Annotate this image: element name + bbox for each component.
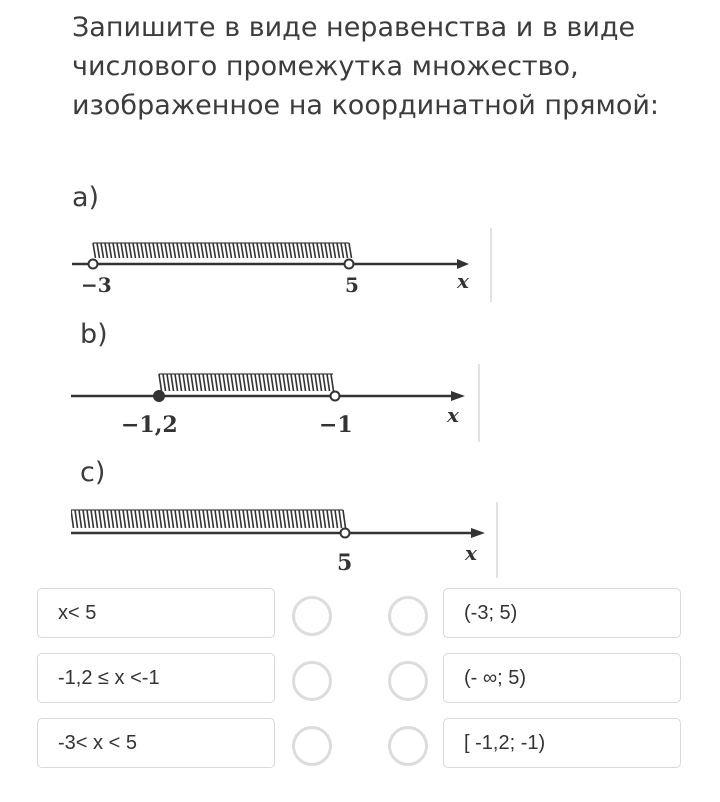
hatch-stroke [179, 374, 182, 391]
hatch-stroke [259, 510, 262, 528]
hatch-stroke [199, 510, 202, 528]
hatch-stroke [201, 243, 204, 258]
axis-arrow-c [471, 528, 485, 538]
hatch-stroke [279, 510, 282, 528]
hatch-stroke [75, 510, 78, 528]
hatch-stroke [319, 510, 322, 528]
hatch-stroke [239, 374, 242, 391]
open-point-right-b [331, 392, 340, 401]
hatch-stroke [155, 510, 158, 528]
hatch-stroke [285, 243, 288, 258]
hatch-stroke [215, 510, 218, 528]
hatch-stroke [171, 374, 174, 391]
hatch-stroke [223, 510, 226, 528]
hatch-stroke [131, 510, 134, 528]
hatch-stroke [283, 510, 286, 528]
hatch-stroke [111, 510, 114, 528]
hatch-stroke [139, 510, 142, 528]
hatch-stroke [95, 510, 98, 528]
left-option-1[interactable] [37, 588, 275, 638]
right-radio-1[interactable] [388, 596, 428, 636]
hatch-stroke [159, 510, 162, 528]
shading-hatch-b [159, 374, 334, 391]
tick-label-5-c: 5 [337, 550, 353, 576]
hatch-stroke [79, 510, 82, 528]
hatch-stroke [299, 510, 302, 528]
hatch-stroke [133, 243, 136, 258]
hatch-stroke [251, 510, 254, 528]
right-option-3[interactable] [443, 718, 681, 768]
hatch-stroke [185, 243, 188, 258]
hatch-stroke [337, 243, 340, 258]
hatch-stroke [223, 374, 226, 391]
hatch-stroke [171, 510, 174, 528]
hatch-stroke [215, 374, 218, 391]
hatch-stroke [205, 243, 208, 258]
number-line-a [71, 228, 493, 302]
tick-label-minus1-2: −1,2 [121, 412, 178, 438]
hatch-stroke [273, 243, 276, 258]
left-option-3[interactable] [37, 718, 275, 768]
hatch-stroke [221, 243, 224, 258]
hatch-stroke [349, 243, 352, 258]
hatch-stroke [225, 243, 228, 258]
number-line-diagram-b [71, 364, 481, 442]
hatch-stroke [323, 374, 326, 391]
hatch-stroke [335, 510, 338, 528]
hatch-stroke [187, 510, 190, 528]
hatch-stroke [193, 243, 196, 258]
hatch-stroke [243, 510, 246, 528]
hatch-stroke [115, 510, 118, 528]
hatch-stroke [175, 510, 178, 528]
hatch-stroke [203, 374, 206, 391]
hatch-stroke [197, 243, 200, 258]
hatch-stroke [309, 243, 312, 258]
hatch-stroke [291, 510, 294, 528]
right-option-2-label: (- ∞; 5) [464, 666, 527, 689]
hatch-stroke [127, 510, 130, 528]
hatch-stroke [333, 243, 336, 258]
hatch-stroke [323, 510, 326, 528]
hatch-stroke [303, 374, 306, 391]
closed-point-left-b [154, 391, 164, 401]
hatch-stroke [179, 510, 182, 528]
hatch-stroke [291, 374, 294, 391]
hatch-stroke [277, 243, 280, 258]
hatch-stroke [315, 374, 318, 391]
hatch-stroke [317, 243, 320, 258]
hatch-stroke [345, 243, 348, 258]
hatch-stroke [173, 243, 176, 258]
open-point-right-c [341, 529, 350, 538]
hatch-stroke [313, 243, 316, 258]
hatch-stroke [235, 374, 238, 391]
left-option-2[interactable] [37, 653, 275, 703]
hatch-stroke [283, 374, 286, 391]
hatch-stroke [129, 243, 132, 258]
hatch-stroke [107, 510, 110, 528]
hatch-stroke [103, 510, 106, 528]
hatch-stroke [307, 374, 310, 391]
hatch-stroke [263, 510, 266, 528]
hatch-stroke [181, 243, 184, 258]
hatch-stroke [231, 510, 234, 528]
hatch-stroke [207, 510, 210, 528]
hatch-stroke [279, 374, 282, 391]
hatch-stroke [245, 243, 248, 258]
number-line-c [71, 502, 499, 578]
hatch-stroke [117, 243, 120, 258]
number-line-diagram-c [71, 502, 499, 578]
hatch-stroke [217, 243, 220, 258]
hatch-stroke [191, 374, 194, 391]
hatch-stroke [297, 243, 300, 258]
hatch-stroke [165, 243, 168, 258]
hatch-stroke [267, 374, 270, 391]
left-option-3-label: -3< x < 5 [58, 731, 137, 754]
hatch-stroke [167, 510, 170, 528]
right-option-1[interactable] [443, 588, 681, 638]
hatch-stroke [91, 510, 94, 528]
hatch-stroke [229, 243, 232, 258]
hatch-stroke [255, 374, 258, 391]
hatch-stroke [147, 510, 150, 528]
left-radio-3[interactable] [292, 726, 332, 766]
hatch-stroke [219, 374, 222, 391]
right-option-3-label: [ -1,2; -1) [464, 731, 546, 754]
hatch-stroke [327, 374, 330, 391]
hatch-stroke [83, 510, 86, 528]
question-text: Запишите в виде неравенства и в виде числового промежутка множество, изображенное на координатной прямой: [72, 12, 659, 121]
hatch-stroke [247, 374, 250, 391]
tick-label-5-a: 5 [345, 273, 359, 297]
part-b-label: b) [80, 319, 108, 350]
hatch-stroke [289, 243, 292, 258]
hatch-stroke [211, 374, 214, 391]
part-a-label: a) [72, 182, 100, 213]
open-point-right-a [345, 260, 354, 269]
hatch-stroke [121, 243, 124, 258]
hatch-stroke [143, 510, 146, 528]
hatch-stroke [269, 243, 272, 258]
hatch-stroke [123, 510, 126, 528]
hatch-stroke [239, 510, 242, 528]
hatch-stroke [331, 510, 334, 528]
hatch-stroke [287, 374, 290, 391]
hatch-stroke [261, 243, 264, 258]
axis-arrow-a [457, 259, 469, 269]
right-option-2[interactable] [443, 653, 681, 703]
right-option-1-label: (-3; 5) [464, 601, 518, 624]
hatch-stroke [183, 374, 186, 391]
hatch-stroke [195, 374, 198, 391]
hatch-stroke [233, 243, 236, 258]
hatch-stroke [321, 243, 324, 258]
hatch-stroke [187, 374, 190, 391]
open-point-left-a [89, 260, 98, 269]
axis-arrow-b [451, 391, 465, 401]
hatch-stroke [191, 510, 194, 528]
hatch-stroke [253, 243, 256, 258]
hatch-stroke [219, 510, 222, 528]
axis-label-x-c: x [465, 541, 477, 565]
hatch-stroke [271, 374, 274, 391]
shading-hatch-a [93, 243, 352, 258]
hatch-stroke [157, 243, 160, 258]
hatch-stroke [237, 243, 240, 258]
hatch-stroke [311, 510, 314, 528]
hatch-stroke [207, 374, 210, 391]
hatch-stroke [203, 510, 206, 528]
hatch-stroke [275, 510, 278, 528]
hatch-stroke [257, 243, 260, 258]
hatch-stroke [119, 510, 122, 528]
left-option-2-label: -1,2 ≤ x <-1 [58, 666, 160, 689]
hatch-stroke [101, 243, 104, 258]
hatch-stroke [183, 510, 186, 528]
hatch-stroke [241, 243, 244, 258]
hatch-stroke [325, 243, 328, 258]
hatch-stroke [251, 374, 254, 391]
hatch-stroke [301, 243, 304, 258]
tick-label-minus3: −3 [81, 273, 112, 297]
hatch-stroke [177, 243, 180, 258]
left-radio-1[interactable] [292, 596, 332, 636]
hatch-stroke [247, 510, 250, 528]
hatch-stroke [149, 243, 152, 258]
hatch-stroke [161, 243, 164, 258]
hatch-stroke [227, 510, 230, 528]
axis-label-x-a: x [457, 269, 469, 293]
hatch-stroke [87, 510, 90, 528]
hatch-stroke [327, 510, 330, 528]
hatch-stroke [93, 243, 96, 258]
hatch-stroke [175, 374, 178, 391]
hatch-stroke [167, 374, 170, 391]
hatch-stroke [195, 510, 198, 528]
left-radio-2[interactable] [292, 661, 332, 701]
shading-hatch-c [71, 510, 346, 528]
hatch-stroke [227, 374, 230, 391]
hatch-stroke [71, 510, 74, 528]
hatch-stroke [125, 243, 128, 258]
hatch-stroke [305, 243, 308, 258]
hatch-stroke [109, 243, 112, 258]
hatch-stroke [231, 374, 234, 391]
hatch-stroke [263, 374, 266, 391]
tick-label-minus1: −1 [319, 412, 353, 438]
hatch-stroke [339, 510, 342, 528]
hatch-stroke [307, 510, 310, 528]
right-radio-3[interactable] [388, 726, 428, 766]
hatch-stroke [249, 243, 252, 258]
hatch-stroke [293, 243, 296, 258]
hatch-stroke [153, 243, 156, 258]
hatch-stroke [343, 510, 346, 528]
hatch-stroke [235, 510, 238, 528]
hatch-stroke [137, 243, 140, 258]
hatch-stroke [163, 510, 166, 528]
hatch-stroke [213, 243, 216, 258]
hatch-stroke [319, 374, 322, 391]
hatch-stroke [329, 243, 332, 258]
hatch-stroke [135, 510, 138, 528]
hatch-stroke [151, 510, 154, 528]
hatch-stroke [295, 510, 298, 528]
hatch-stroke [311, 374, 314, 391]
hatch-stroke [315, 510, 318, 528]
hatch-stroke [243, 374, 246, 391]
left-option-1-label: x< 5 [58, 601, 97, 624]
hatch-stroke [189, 243, 192, 258]
hatch-stroke [159, 374, 162, 391]
hatch-stroke [287, 510, 290, 528]
hatch-stroke [211, 510, 214, 528]
hatch-stroke [331, 374, 334, 391]
axis-label-x-b: x [447, 403, 459, 427]
hatch-stroke [105, 243, 108, 258]
hatch-stroke [275, 374, 278, 391]
hatch-stroke [99, 510, 102, 528]
hatch-stroke [259, 374, 262, 391]
hatch-stroke [271, 510, 274, 528]
hatch-stroke [163, 374, 166, 391]
hatch-stroke [281, 243, 284, 258]
hatch-stroke [113, 243, 116, 258]
part-c-label: c) [80, 457, 106, 488]
hatch-stroke [265, 243, 268, 258]
hatch-stroke [145, 243, 148, 258]
hatch-stroke [295, 374, 298, 391]
right-radio-2[interactable] [388, 661, 428, 701]
hatch-stroke [303, 510, 306, 528]
number-line-diagram-a [71, 228, 493, 302]
hatch-stroke [341, 243, 344, 258]
hatch-stroke [267, 510, 270, 528]
hatch-stroke [141, 243, 144, 258]
hatch-stroke [169, 243, 172, 258]
hatch-stroke [97, 243, 100, 258]
hatch-stroke [255, 510, 258, 528]
number-line-b [71, 364, 481, 442]
hatch-stroke [199, 374, 202, 391]
hatch-stroke [299, 374, 302, 391]
hatch-stroke [209, 243, 212, 258]
